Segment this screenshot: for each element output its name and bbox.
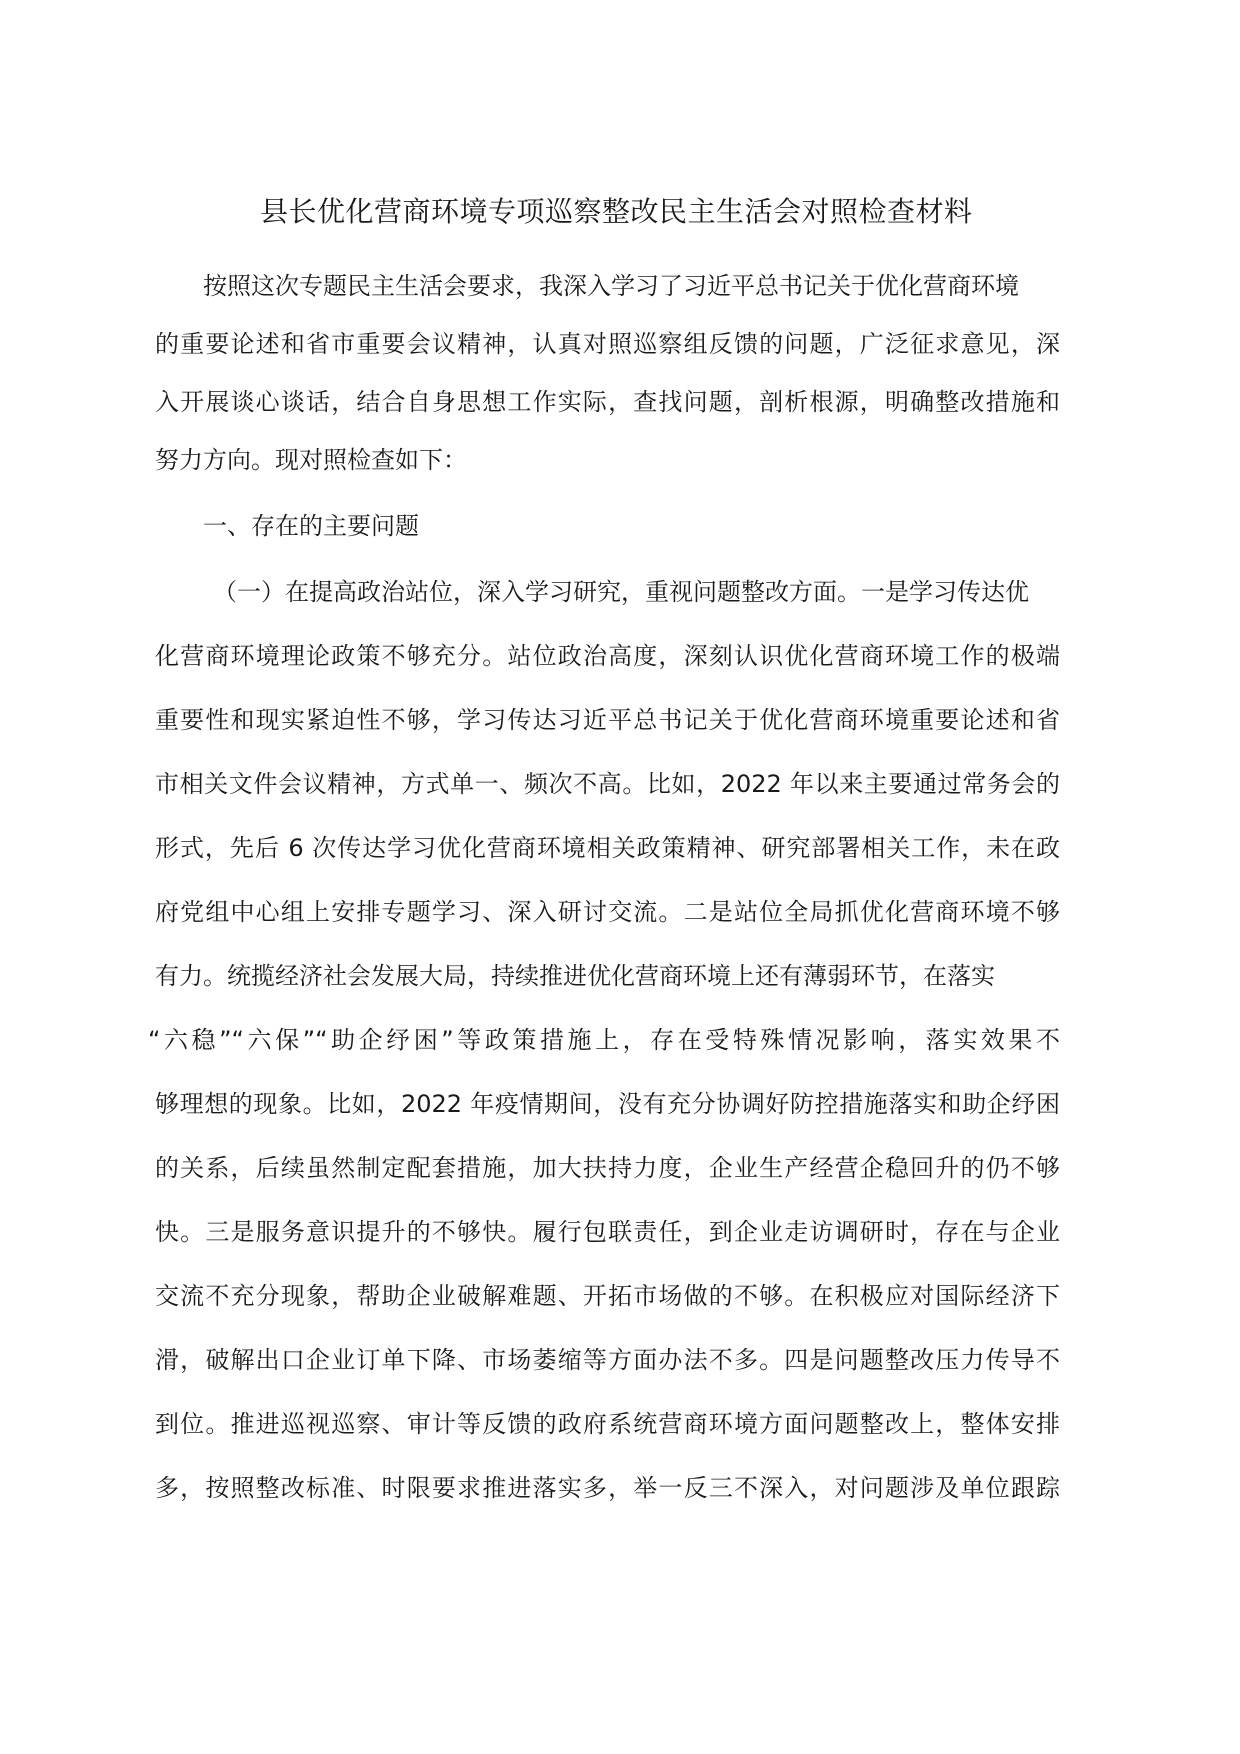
- section-heading: 一、存在的主要问题: [203, 512, 419, 540]
- paragraph-line: “六稳”“六保”“助企纾困”等政策措施上，存在受特殊情况影响，落实效果不: [148, 1026, 1060, 1054]
- paragraph-line: 有力。统揽经济社会发展大局，持续推进优化营商环境上还有薄弱环节，在落实: [155, 962, 995, 990]
- paragraph-line: 快。三是服务意识提升的不够快。履行包联责任，到企业走访调研时，存在与企业: [155, 1218, 1060, 1246]
- paragraph-line: 滑，破解出口企业订单下降、市场萎缩等方面办法不多。四是问题整改压力传导不: [155, 1346, 1060, 1374]
- paragraph-line: 够理想的现象。比如，2022 年疫情期间，没有充分协调好防控措施落实和助企纾困: [155, 1090, 1060, 1118]
- document-title: 县长优化营商环境专项巡察整改民主生活会对照检查材料: [260, 195, 973, 228]
- paragraph-line: 市相关文件会议精神，方式单一、频次不高。比如，2022 年以来主要通过常务会的: [155, 770, 1060, 798]
- paragraph-line: 化营商环境理论政策不够充分。站位政治高度，深刻认识优化营商环境工作的极端: [155, 642, 1060, 670]
- paragraph-line: 到位。推进巡视巡察、审计等反馈的政府系统营商环境方面问题整改上，整体安排: [155, 1410, 1060, 1438]
- paragraph-line: 按照这次专题民主生活会要求，我深入学习了习近平总书记关于优化营商环境: [203, 272, 1019, 300]
- paragraph-line: 形式，先后 6 次传达学习优化营商环境相关政策精神、研究部署相关工作，未在政: [155, 834, 1060, 862]
- paragraph-line: 的关系，后续虽然制定配套措施，加大扶持力度，企业生产经营企稳回升的仍不够: [155, 1154, 1060, 1182]
- paragraph-line: 努力方向。现对照检查如下：: [155, 446, 467, 474]
- paragraph-line: （一）在提高政治站位，深入学习研究，重视问题整改方面。一是学习传达优: [213, 578, 1029, 606]
- paragraph-line: 的重要论述和省市重要会议精神，认真对照巡察组反馈的问题，广泛征求意见，深: [155, 330, 1060, 358]
- paragraph-line: 交流不充分现象，帮助企业破解难题、开拓市场做的不够。在积极应对国际经济下: [155, 1282, 1060, 1310]
- paragraph-line: 重要性和现实紧迫性不够，学习传达习近平总书记关于优化营商环境重要论述和省: [155, 706, 1060, 734]
- paragraph-line: 入开展谈心谈话，结合自身思想工作实际，查找问题，剖析根源，明确整改措施和: [155, 388, 1060, 416]
- paragraph-line: 多，按照整改标准、时限要求推进落实多，举一反三不深入，对问题涉及单位跟踪: [155, 1474, 1060, 1502]
- paragraph-line: 府党组中心组上安排专题学习、深入研讨交流。二是站位全局抓优化营商环境不够: [155, 898, 1060, 926]
